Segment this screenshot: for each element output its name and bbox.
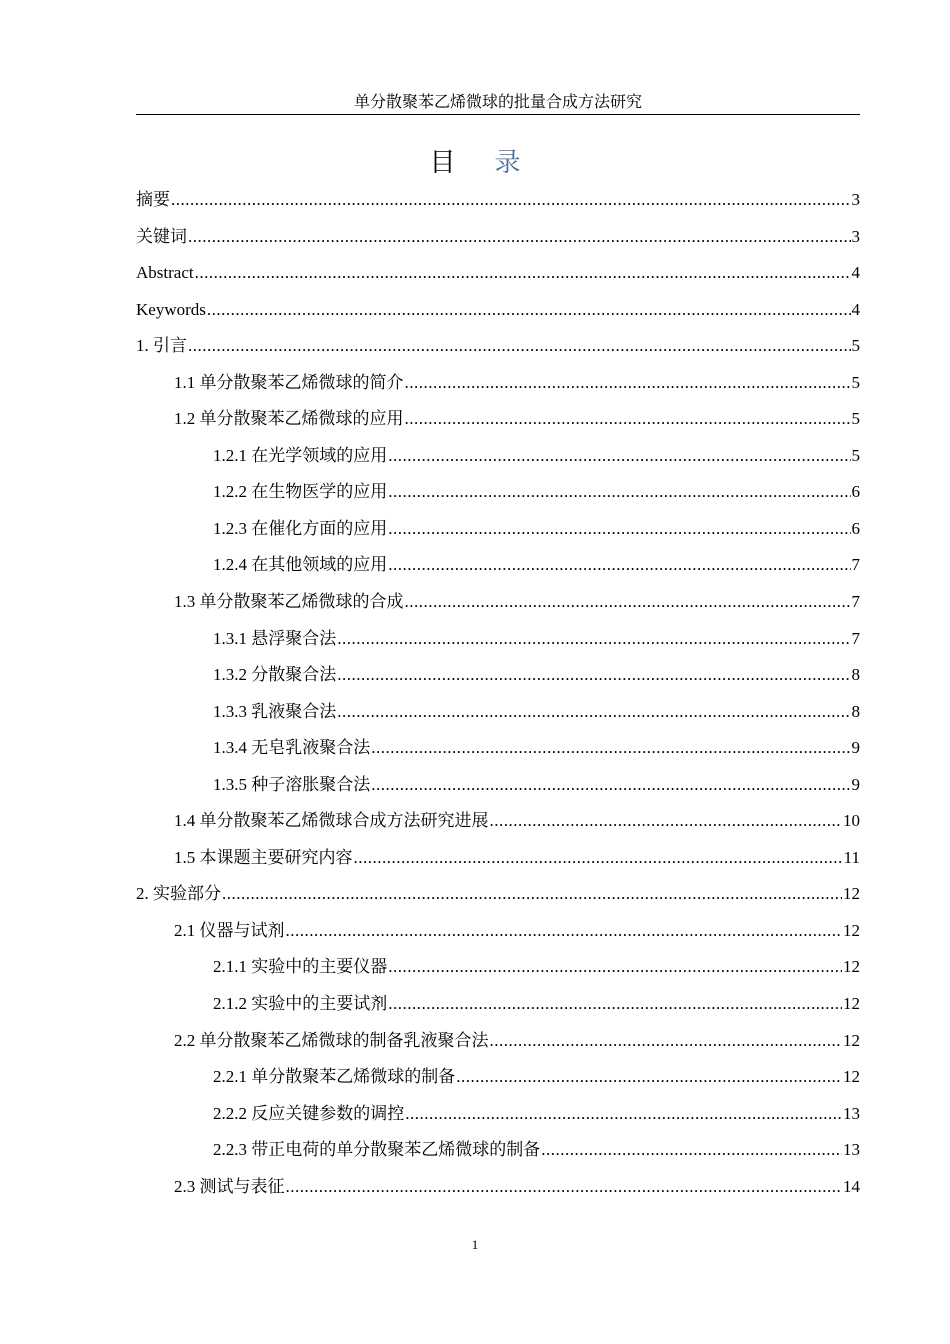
toc-entry-page: 8 [851, 665, 860, 685]
toc-entry-label: 2.1.1 实验中的主要仪器 [213, 957, 388, 977]
toc-entry-page: 11 [843, 847, 860, 867]
toc-entry-label: 2.3 测试与表征 [174, 1176, 285, 1196]
toc-entry[interactable] [136, 876, 860, 913]
toc-entry[interactable] [136, 328, 860, 365]
toc-entry-page: 7 [851, 555, 860, 575]
toc-leader-dots [388, 474, 850, 511]
toc-leader-dots [490, 803, 843, 840]
toc-entry[interactable] [136, 292, 860, 329]
toc-entry[interactable] [136, 840, 860, 877]
toc-entry-label: 2. 实验部分 [136, 884, 221, 904]
toc-entry-page: 4 [851, 299, 860, 319]
toc-leader-dots [371, 767, 850, 804]
toc-entry-page: 5 [851, 445, 860, 465]
toc-entry[interactable] [136, 949, 860, 986]
toc-entry-label: 1.3 单分散聚苯乙烯微球的合成 [174, 592, 404, 612]
toc-entry-page: 13 [843, 1103, 860, 1123]
toc-entry-label: 1.2.3 在催化方面的应用 [213, 518, 388, 538]
running-header [136, 92, 860, 115]
toc-entry-label: 2.2.3 带正电荷的单分散聚苯乙烯微球的制备 [213, 1140, 541, 1160]
toc-entry-page: 14 [843, 1176, 860, 1196]
toc-entry[interactable] [136, 547, 860, 584]
toc-leader-dots [195, 255, 851, 292]
toc-entry-label: 1.5 本课题主要研究内容 [174, 847, 353, 867]
toc-entry[interactable] [136, 1023, 860, 1060]
toc-entry-label: 1.3.5 种子溶胀聚合法 [213, 774, 371, 794]
toc-entry-page: 8 [851, 701, 860, 721]
toc-entry[interactable] [136, 474, 860, 511]
toc-leader-dots [388, 511, 850, 548]
toc-entry-label: 1.2.2 在生物医学的应用 [213, 482, 388, 502]
toc-entry[interactable] [136, 657, 860, 694]
toc-entry[interactable] [136, 1059, 860, 1096]
toc-leader-dots [337, 694, 850, 731]
toc-entry-page: 3 [851, 190, 860, 209]
toc-entry[interactable] [136, 182, 860, 219]
toc-entry-page: 5 [851, 409, 860, 429]
toc-entry-page: 6 [851, 482, 860, 502]
toc-entry-page: 12 [843, 957, 860, 977]
toc-entry-label: 1.1 单分散聚苯乙烯微球的简介 [174, 372, 404, 392]
toc-entry-page: 9 [851, 738, 860, 758]
toc-entry-label: Keywords [136, 299, 206, 319]
toc-leader-dots [371, 730, 850, 767]
toc-leader-dots [541, 1132, 842, 1169]
toc-entry[interactable] [136, 1169, 860, 1206]
toc-entry[interactable] [136, 986, 860, 1023]
toc-entry-label: 1.3.2 分散聚合法 [213, 665, 337, 685]
toc-entry-page: 13 [843, 1140, 860, 1160]
toc-entry-page: 4 [851, 263, 860, 283]
toc-leader-dots [171, 182, 851, 219]
toc-title [0, 146, 950, 180]
toc-entry[interactable] [136, 401, 860, 438]
toc-entry-label: 2.2 单分散聚苯乙烯微球的制备乳液聚合法 [174, 1030, 489, 1050]
toc-entry-page: 7 [851, 628, 860, 648]
running-title: 单分散聚苯乙烯微球的批量合成方法研究 [353, 94, 642, 111]
toc-entry-label: 1.3.3 乳液聚合法 [213, 701, 337, 721]
toc-leader-dots [337, 657, 850, 694]
toc-entry-label: 关键词 [136, 226, 187, 246]
toc-leader-dots [222, 876, 842, 913]
toc-leader-dots [405, 584, 851, 621]
toc-title-char-1: 目 [429, 148, 456, 177]
toc-entry-page: 3 [851, 226, 860, 246]
toc-leader-dots [286, 913, 843, 950]
toc-leader-dots [286, 1169, 843, 1206]
table-of-contents [136, 182, 860, 1205]
toc-entry-page: 12 [843, 1067, 860, 1087]
toc-entry[interactable] [136, 365, 860, 402]
toc-entry[interactable] [136, 803, 860, 840]
toc-entry-page: 5 [851, 336, 860, 356]
toc-title-char-2: 录 [494, 148, 521, 177]
toc-entry-page: 12 [843, 1030, 860, 1050]
toc-entry-label: 2.1.2 实验中的主要试剂 [213, 994, 388, 1014]
toc-entry-label: 1.2.1 在光学领域的应用 [213, 445, 388, 465]
toc-leader-dots [405, 365, 851, 402]
toc-entry-page: 12 [843, 884, 860, 904]
toc-entry-label: 1.2.4 在其他领域的应用 [213, 555, 388, 575]
toc-leader-dots [388, 986, 842, 1023]
toc-entry-label: 1. 引言 [136, 336, 187, 356]
toc-entry-label: 1.4 单分散聚苯乙烯微球合成方法研究进展 [174, 811, 489, 831]
toc-leader-dots [456, 1059, 842, 1096]
toc-leader-dots [388, 547, 850, 584]
toc-entry[interactable] [136, 767, 860, 804]
toc-leader-dots [490, 1023, 843, 1060]
toc-entry[interactable] [136, 584, 860, 621]
toc-entry[interactable] [136, 1132, 860, 1169]
toc-entry[interactable] [136, 913, 860, 950]
toc-entry[interactable] [136, 694, 860, 731]
toc-entry-page: 12 [843, 920, 860, 940]
toc-leader-dots [388, 438, 850, 475]
toc-entry-label: 2.2.1 单分散聚苯乙烯微球的制备 [213, 1067, 456, 1087]
toc-entry-label: 1.2 单分散聚苯乙烯微球的应用 [174, 409, 404, 429]
toc-entry-page: 6 [851, 518, 860, 538]
toc-entry-label: 摘要 [136, 190, 170, 209]
toc-entry-label: 1.3.1 悬浮聚合法 [213, 628, 337, 648]
toc-entry-page: 7 [851, 592, 860, 612]
toc-entry-page: 9 [851, 774, 860, 794]
toc-entry[interactable] [136, 255, 860, 292]
toc-leader-dots [405, 1096, 842, 1133]
toc-leader-dots [337, 621, 850, 658]
toc-leader-dots [354, 840, 843, 877]
toc-entry-label: 2.2.2 反应关键参数的调控 [213, 1103, 405, 1123]
toc-entry[interactable] [136, 730, 860, 767]
toc-entry-page: 12 [843, 994, 860, 1014]
toc-entry[interactable] [136, 1096, 860, 1133]
toc-entry[interactable] [136, 511, 860, 548]
toc-entry[interactable] [136, 621, 860, 658]
toc-entry[interactable] [136, 219, 860, 256]
toc-entry-label: 1.3.4 无皂乳液聚合法 [213, 738, 371, 758]
toc-leader-dots [188, 219, 851, 256]
toc-leader-dots [207, 292, 851, 329]
toc-leader-dots [188, 328, 851, 365]
toc-entry-page: 10 [843, 811, 860, 831]
page-number: 1 [471, 1237, 479, 1252]
toc-entry[interactable] [136, 438, 860, 475]
toc-leader-dots [388, 949, 842, 986]
toc-entry-label: Abstract [136, 263, 194, 283]
toc-leader-dots [405, 401, 851, 438]
toc-entry-page: 5 [851, 372, 860, 392]
toc-entry-label: 2.1 仪器与试剂 [174, 920, 285, 940]
